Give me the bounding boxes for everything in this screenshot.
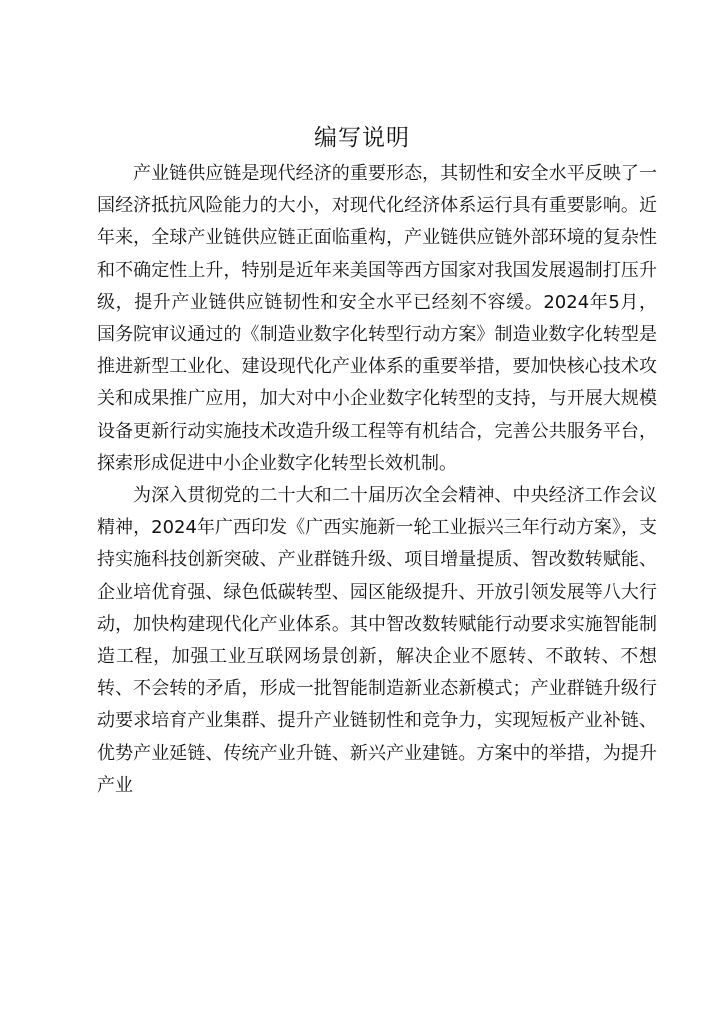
paragraph-2: 为深入贯彻党的二十大和二十届历次全会精神、中央经济工作会议精神，2024年广西印发《广西实施新一轮工业振兴三年行动方案》，支持实施科技创新突破、产业群链升级、项目增量提质、智改数转赋能、企业培优育强、绿色低碳转型、园区能级提升、开放引领发展等八大行动，加快构建现代化产业体系。其中智改数转赋能行动要求实施智能制造工程，加强工业互联网场景创新，解决企业不愿转、不敢转、不想转、不会转的矛盾，形成一批智能制造新业态新模式；产业群链升级行动要求培育产业集群、提升产业链韧性和竞争力，实现短板产业补链、优势产业延链、传统产业升链、新兴产业建链。方案中的举措，为提升产业 [97,485,657,796]
paragraph-1: 产业链供应链是现代经济的重要形态，其韧性和安全水平反映了一国经济抵抗风险能力的大小，对现代化经济体系运行具有重要影响。近年来，全球产业链供应链正面临重构，产业链供应链外部环境的复杂性和不确定性上升，特别是近年来美国等西方国家对我国发展遏制打压升级，提升产业链供应链韧性和安全水平已经刻不容缓。2024年5月，国务院审议通过的《制造业数字化转型行动方案》制造业数字化转型是推进新型工业化、建设现代化产业体系的重要举措，要加快核心技术攻关和成果推广应用，加大对中小企业数字化转型的支持，与开展大规模设备更新行动实施技术改造升级工程等有机结合，完善公共服务平台，探索形成促进中小企业数字化转型长效机制。 [97,163,657,474]
document-body [97,158,657,802]
page-title: 编写说明 [314,125,410,151]
